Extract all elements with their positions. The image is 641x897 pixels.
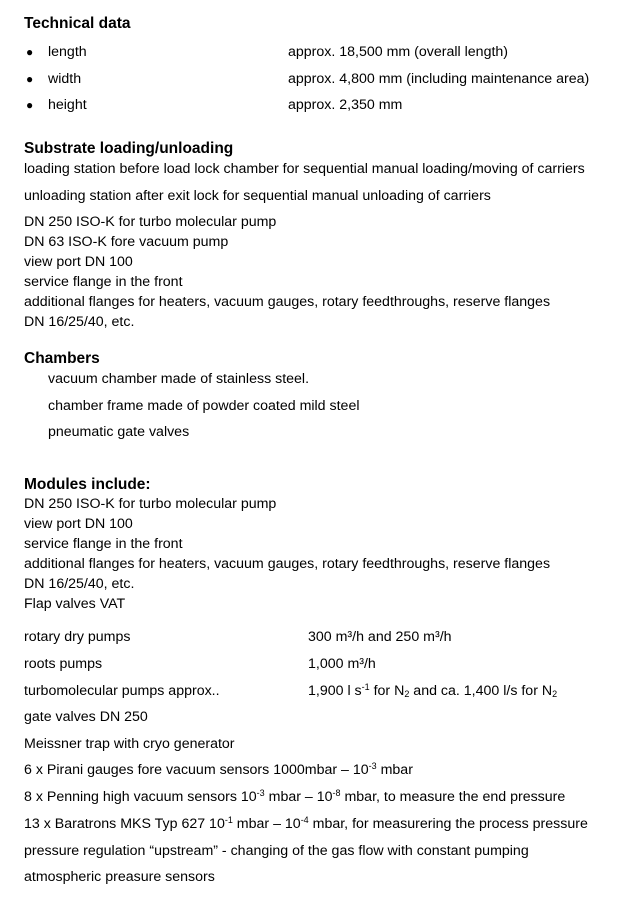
modules-heading: Modules include: <box>24 476 151 493</box>
length-label: length <box>48 44 87 60</box>
turbo-pumps-label: turbomolecular pumps approx.. <box>24 683 220 699</box>
chambers-line: chamber frame made of powder coated mild steel <box>48 398 360 414</box>
turbo-pumps-value: 1,900 l $s^{-1}$ for $N_2$ and ca. 1,400 l/s for $N_2$ <box>308 682 558 699</box>
bullet-icon: ● <box>26 98 34 112</box>
chambers-line: pneumatic gate valves <box>48 424 190 440</box>
penning-sensors-line: 8 x Penning high vacuum sensors $10^{-3}$ mbar – $10^{-8}$ mbar, to measure the end pressure <box>24 788 566 805</box>
width-value: approx. 4,800 mm (including maintenance area) <box>288 71 590 87</box>
baratrons-line: 13 x Baratrons MKS Typ 627 $10^{-1}$ mbar – $10^{-4}$ mbar, for measurering the process pressure <box>24 815 588 832</box>
roots-pumps-label: roots pumps <box>24 656 103 672</box>
pressure-regulation-line: pressure regulation “upstream” - changing of the gas flow with constant pumping <box>24 843 529 859</box>
width-label: width <box>48 71 82 87</box>
meissner-trap-line: Meissner trap with cryo generator <box>24 736 235 752</box>
gate-valves-line: gate valves DN 250 <box>24 709 148 725</box>
pirani-gauges-line: 6 x Pirani gauges fore vacuum sensors 1000mbar – $10^{-3}$ mbar <box>24 761 413 778</box>
length-value: approx. 18,500 mm (overall length) <box>288 44 509 60</box>
substrate-heading: Substrate loading/unloading <box>24 140 234 157</box>
substrate-line: DN 16/25/40, etc. <box>24 314 135 330</box>
rotary-pumps-label: rotary dry pumps <box>24 629 131 645</box>
rotary-pumps-value: 300 m³/h and 250 m³/h <box>308 629 452 645</box>
modules-line: DN 250 ISO-K for turbo molecular pump <box>24 496 277 512</box>
modules-line: Flap valves VAT <box>24 596 126 612</box>
substrate-line: DN 63 ISO-K fore vacuum pump <box>24 234 229 250</box>
chambers-line: vacuum chamber made of stainless steel. <box>48 371 310 387</box>
chambers-heading: Chambers <box>24 350 100 367</box>
substrate-line: view port DN 100 <box>24 254 133 270</box>
height-label: height <box>48 97 87 113</box>
modules-line: view port DN 100 <box>24 516 133 532</box>
roots-pumps-value: 1,000 m³/h <box>308 656 376 672</box>
technical-data-heading: Technical data <box>24 15 131 32</box>
modules-line: DN 16/25/40, etc. <box>24 576 135 592</box>
substrate-line: service flange in the front <box>24 274 183 290</box>
bullet-icon: ● <box>26 72 34 86</box>
modules-line: additional flanges for heaters, vacuum gauges, rotary feedthroughs, reserve flanges <box>24 556 551 572</box>
substrate-line: additional flanges for heaters, vacuum gauges, rotary feedthroughs, reserve flanges <box>24 294 551 310</box>
height-value: approx. 2,350 mm <box>288 97 403 113</box>
substrate-line: loading station before load lock chamber for sequential manual loading/moving of carriers <box>24 161 585 177</box>
substrate-line: unloading station after exit lock for sequential manual unloading of carriers <box>24 188 491 204</box>
modules-line: service flange in the front <box>24 536 183 552</box>
bullet-icon: ● <box>26 45 34 59</box>
substrate-line: DN 250 ISO-K for turbo molecular pump <box>24 214 277 230</box>
atmospheric-sensors-line: atmospheric preasure sensors <box>24 869 215 885</box>
